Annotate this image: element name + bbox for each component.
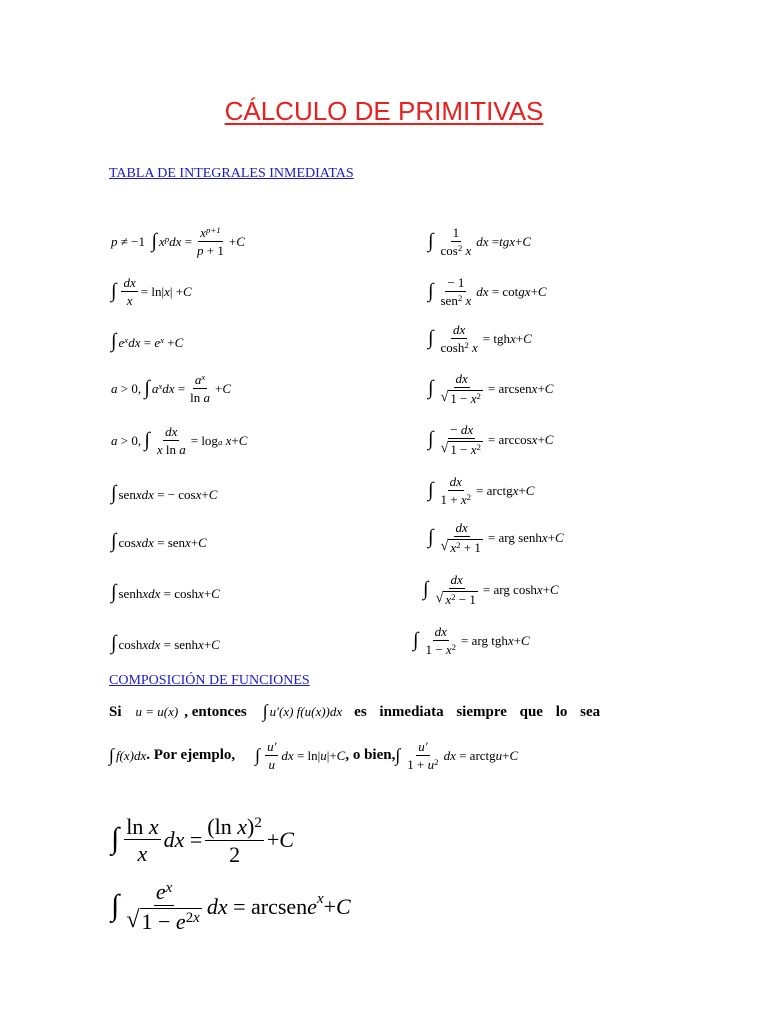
formula-example-arcsin-exp: ∫ $e^x$ √ $1 - e^{2x}$ dx = arcsen e $^x$ + C [111, 879, 351, 934]
composition-line-2 [109, 740, 518, 771]
formula-cosh: ∫ cosh xdx = senh x + C [111, 632, 220, 654]
formula-sinh: ∫ senh xdx = cosh x + C [111, 581, 220, 603]
formula-u-def: u = u(x) [135, 704, 179, 719]
text-es-inmediata: es inmediata siempre que lo sea [354, 703, 601, 720]
section-heading-composition: COMPOSICIÓN DE FUNCIONES [109, 673, 310, 688]
section-heading-table: TABLA DE INTEGRALES INMEDIATAS [109, 166, 354, 181]
formula-arctan: ∫ dx $1 + x^2$ = arctg x + C [428, 474, 535, 507]
formula-example-ln: ∫ u′ u dx = ln| u |+ C [255, 739, 346, 772]
formula-power-rule: p ≠ −1 ∫ $x^pdx$ = $x^{p+1}$ p + 1 + C [111, 225, 245, 258]
formula-csc-squared: ∫ − 1 sen$^2$ x dx = cot gx + C [428, 275, 547, 308]
formula-argsinh: ∫ dx √ $x^2 + 1$ = arg senh x + C [428, 520, 564, 555]
formula-argtanh: ∫ dx $1 - x^2$ = arg tgh x + C [413, 624, 530, 657]
text-si: Si [109, 703, 122, 720]
composition-line-1 [109, 703, 669, 721]
formula-ln: ∫ dx x = ln| x | + C [111, 275, 192, 308]
formula-cos: ∫ cos xdx = sen x + C [111, 530, 207, 552]
formula-f-integral: ∫ f(x)dx [109, 744, 147, 765]
page-title: CÁLCULO DE PRIMITIVAS [224, 96, 544, 126]
formula-composite-integral: ∫ u′(x) f(u(x))dx [262, 701, 343, 721]
formula-log-base-a: a > 0, ∫ dx x ln a = log $_a$ x + C [111, 424, 248, 457]
formula-exp: ∫ $e^xdx$ = $e^x$ + C [111, 330, 184, 352]
formula-example-lnx-over-x: ∫ ln x x dx = (ln x)$^2$ 2 + C [111, 814, 294, 867]
text-por-ejemplo: . Por ejemplo, [146, 747, 236, 764]
formula-arccos: ∫ − dx √ $1 - x^2$ = arccos x + C [428, 422, 554, 457]
text-o-bien: , o bien, [345, 747, 396, 764]
formula-sin: ∫ sen xdx = − cos x + C [111, 482, 218, 504]
formula-sec-squared: ∫ 1 $\cos^2 x$ dx = tgx + C [428, 225, 532, 258]
formula-exp-base-a: a > 0, ∫ $a^xdx$ = $a^x$ ln a + C [111, 372, 232, 405]
formula-example-arctan: ∫ u′ $1 + u^2$ dx = arctg u + C [395, 739, 519, 772]
formula-sech-squared: ∫ dx $\cosh^2 x$ = tgh x + C [428, 322, 532, 355]
text-entonces: , entonces [184, 703, 247, 720]
formula-argcosh: ∫ dx √ $x^2 - 1$ = arg cosh x + C [423, 572, 559, 607]
formula-arcsin: ∫ dx √ $1 - x^2$ = arcsen x + C [428, 371, 554, 406]
